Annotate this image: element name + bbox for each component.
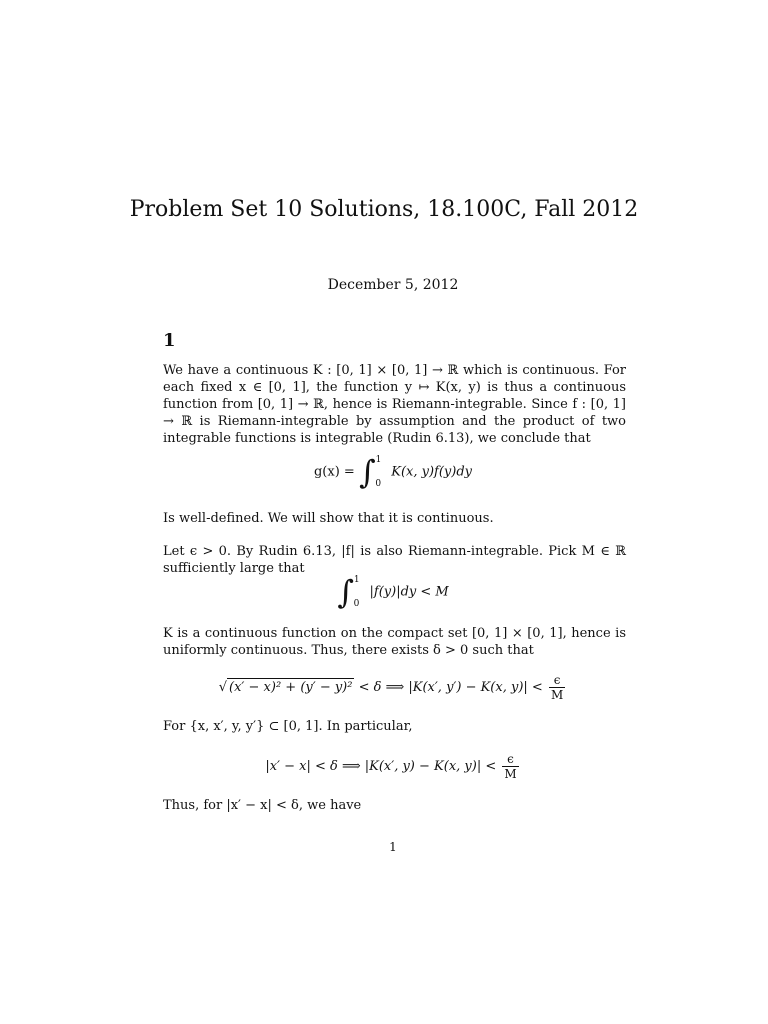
fraction-epsilon-over-m [549, 673, 565, 702]
paragraph-pick-m: Let ϵ > 0. By Rudin 6.13, |f| is also Riemann-integrable. Pick M ∈ ℝ sufficiently large that [163, 544, 626, 576]
page-number: 1 [389, 840, 397, 854]
eq3-middle: < δ ⟹ |K(x′, y′) − K(x, y)| < [358, 680, 543, 695]
eq4-numerator: ϵ [502, 752, 518, 767]
equation-g-definition [0, 453, 768, 491]
paragraph-well-defined: Is well-defined. We will show that it is continuous. [163, 511, 494, 526]
eq2-upper-limit: 1 [353, 574, 360, 585]
eq4-denominator: M [504, 767, 517, 781]
paragraph-intro: We have a continuous K : [0, 1] × [0, 1] → ℝ which is continuous. For each fixed x ∈ [0, 1], the function y ↦ K(x, y) is thus a continuous function from [0, 1] → ℝ, hence is Riemann-integrable. Since f : [0, 1] → ℝ is Riemann-integrable by assumption and the product of two integrable functions is integrable (Rudin 6.13), we conclude that [163, 363, 626, 446]
eq3-radicand: (x′ − x)² + (y′ − y)² [229, 680, 353, 695]
eq4-body: |x′ − x| < δ ⟹ |K(x′, y) − K(x, y)| < [265, 759, 497, 774]
paragraph-uniform-continuity: K is a continuous function on the compact set [0, 1] × [0, 1], hence is uniformly continuous. Thus, there exists δ > 0 such that [163, 626, 626, 658]
equation-f-bound [0, 573, 768, 611]
eq1-integrand: K(x, y)f(y)dy [391, 464, 472, 480]
eq3-denominator: M [550, 688, 564, 702]
paragraph-thus: Thus, for |x′ − x| < δ, we have [163, 798, 362, 813]
eq1-upper-limit: 1 [375, 454, 382, 465]
equation-x-delta [0, 752, 768, 781]
fraction-epsilon-over-m [502, 752, 518, 781]
integral-sign: ∫ [358, 453, 376, 491]
page-title: Problem Set 10 Solutions, 18.100C, Fall 2012 [129, 197, 639, 222]
document-date: December 5, 2012 [327, 277, 459, 293]
sqrt-sign: √ [218, 680, 228, 695]
eq1-lower-limit: 0 [375, 478, 382, 489]
eq3-numerator: ϵ [549, 673, 565, 688]
section-heading: 1 [163, 330, 176, 351]
eq2-integrand: |f(y)|dy < M [369, 584, 449, 600]
eq1-lhs: g(x) = [313, 464, 355, 480]
eq2-lower-limit: 0 [353, 598, 360, 609]
paragraph-in-particular: For {x, x′, y, y′} ⊂ [0, 1]. In particular, [163, 719, 413, 734]
integral-sign: ∫ [337, 573, 354, 611]
equation-uniform-continuity [0, 673, 768, 702]
